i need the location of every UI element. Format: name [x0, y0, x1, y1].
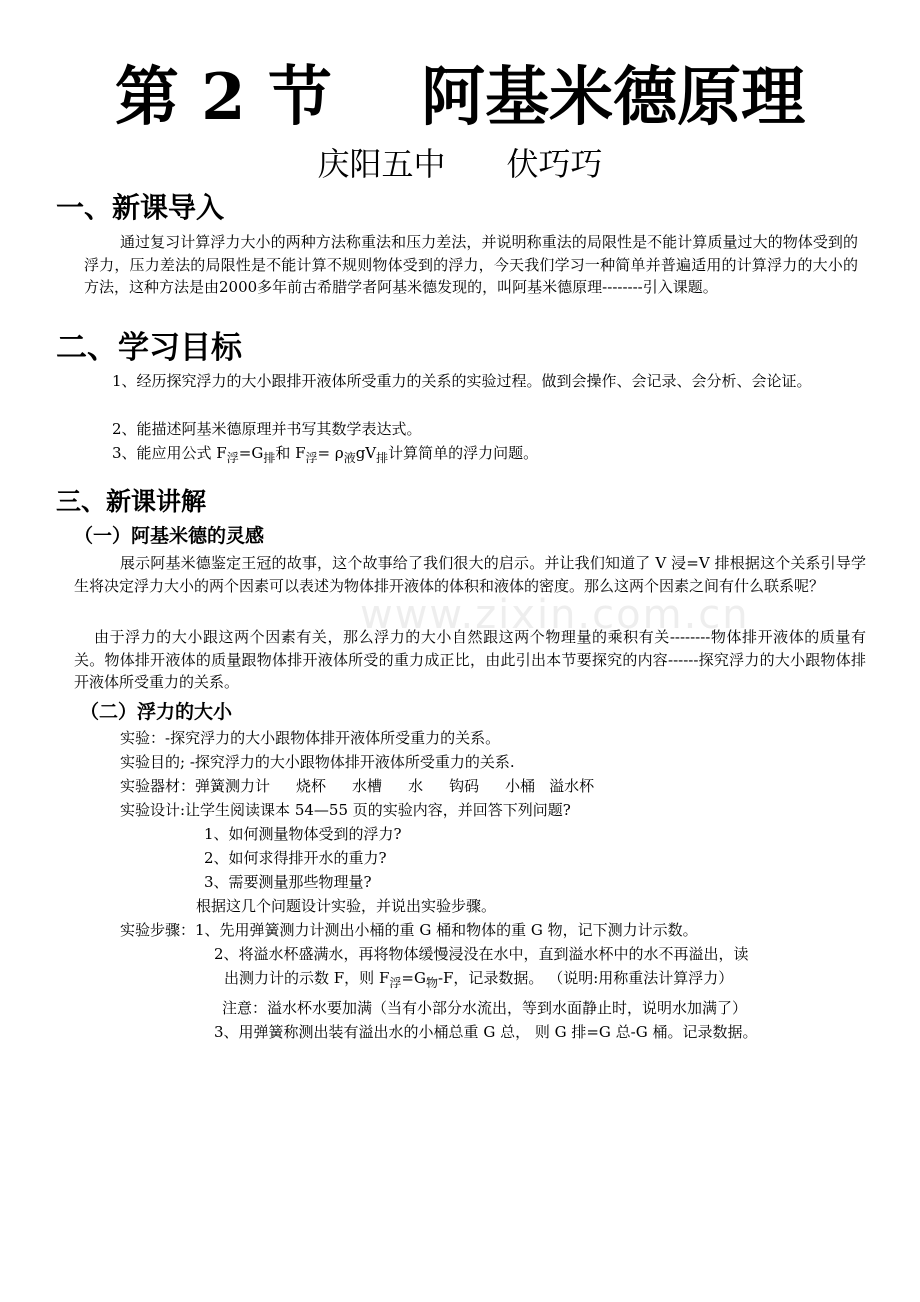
equipment-item: 水槽 [352, 777, 383, 795]
experiment-note: 注意：溢水杯水要加满（当有小部分水流出，等到水面静止时，说明水加满了） [222, 999, 748, 1017]
section-heading-intro: 一、新课导入 [56, 191, 225, 224]
goal-2: 2、能描述阿基米德原理并书写其数学表达式。 [112, 420, 422, 438]
experiment-step-3: 3、用弹簧称测出装有溢出水的小桶总重 G 总， 则 G 排=G 总-G 桶。记录数据。 [214, 1023, 758, 1041]
question-1: 1、如何测量物体受到的浮力? [204, 825, 402, 843]
intro-paragraph: 通过复习计算浮力大小的两种方法称重法和压力差法，并说明称重法的局限性是不能计算质量过大的物体受到的浮力，压力差法的局限性是不能计算不规则物体受到的浮力，今天我们学习一种简单并普遍适用的计算浮力的大小的方法，这种方法是由2000多年前古希腊学者阿基米德发现的，叫阿基米德原理--------引入课题。 [84, 233, 858, 297]
experiment-step-1: 实验步骤：1、先用弹簧测力计测出小桶的重 G 桶和物体的重 G 物，记下测力计示数。 [120, 921, 698, 939]
equipment-item: 弹簧测力计 [195, 777, 271, 795]
inspiration-paragraph-2: 由于浮力的大小跟这两个因素有关，那么浮力的大小自然跟这两个物理量的乘积有关--------物体排开液体的质量有关。物体排开液体的质量跟物体排开液体所受的重力成正比，由此引出本节要探究的内容------探究浮力的大小跟物体排开液体所受重力的关系。 [74, 628, 866, 692]
equipment-item: 小桶 [505, 777, 536, 795]
experiment-line: 实验：-探究浮力的大小跟物体排开液体所受重力的关系。 [120, 729, 501, 747]
subsection-heading-inspiration: （一）阿基米德的灵感 [74, 525, 265, 547]
section-heading-goals: 二、学习目标 [56, 330, 242, 366]
design-conclusion: 根据这几个问题设计实验，并说出实验步骤。 [196, 897, 497, 915]
subsection-heading-buoyancy: （二）浮力的大小 [80, 701, 233, 723]
experiment-step-2: 2、将溢水杯盛满水，再将物体缓慢浸没在水中，直到溢水杯中的水不再溢出，读 [214, 945, 749, 963]
equipment-item: 溢水杯 [549, 777, 595, 795]
experiment-purpose: 实验目的; -探究浮力的大小跟物体排开液体所受重力的关系. [120, 753, 515, 771]
experiment-equipment: 实验器材：弹簧测力计 烧杯 水槽 水 钩码 小桶 溢水杯 [120, 777, 595, 795]
equipment-item: 水 [408, 777, 424, 795]
equipment-item: 钩码 [449, 777, 480, 795]
goal-3: 3、能应用公式 $F_浮=G_排$和 $F_浮= \rho_液gV_排$计算简单的浮力问题。 [112, 444, 539, 465]
experiment-step-2-continued: 出测力计的示数 F，则 $F_浮=G_物-F$，记录数据。 （说明:用称重法计算浮力） [224, 969, 734, 990]
equipment-item: 烧杯 [296, 777, 327, 795]
page-subtitle: 庆阳五中 伏巧巧 [317, 145, 603, 183]
section-heading-lesson: 三、新课讲解 [56, 487, 207, 516]
question-2: 2、如何求得排开水的重力? [204, 849, 387, 867]
goal-1: 1、经历探究浮力的大小跟排开液体所受重力的关系的实验过程。做到会操作、会记录、会分析、会论证。 [112, 372, 812, 390]
page-title: 第 2 节 阿基米德原理 [114, 60, 806, 135]
question-3: 3、需要测量那些物理量? [204, 873, 372, 891]
inspiration-paragraph-1: 展示阿基米德鉴定王冠的故事，这个故事给了我们很大的启示。并让我们知道了 V 浸=V 排根据这个关系引导学生将决定浮力大小的两个因素可以表述为物体排开液体的体积和液体的密度。那么这两个因素之间有什么联系呢？ [74, 554, 866, 595]
experiment-design: 实验设计:让学生阅读课本 54—55 页的实验内容，并回答下列问题? [120, 801, 571, 819]
watermark: www.zixin.com.cn [360, 592, 750, 638]
